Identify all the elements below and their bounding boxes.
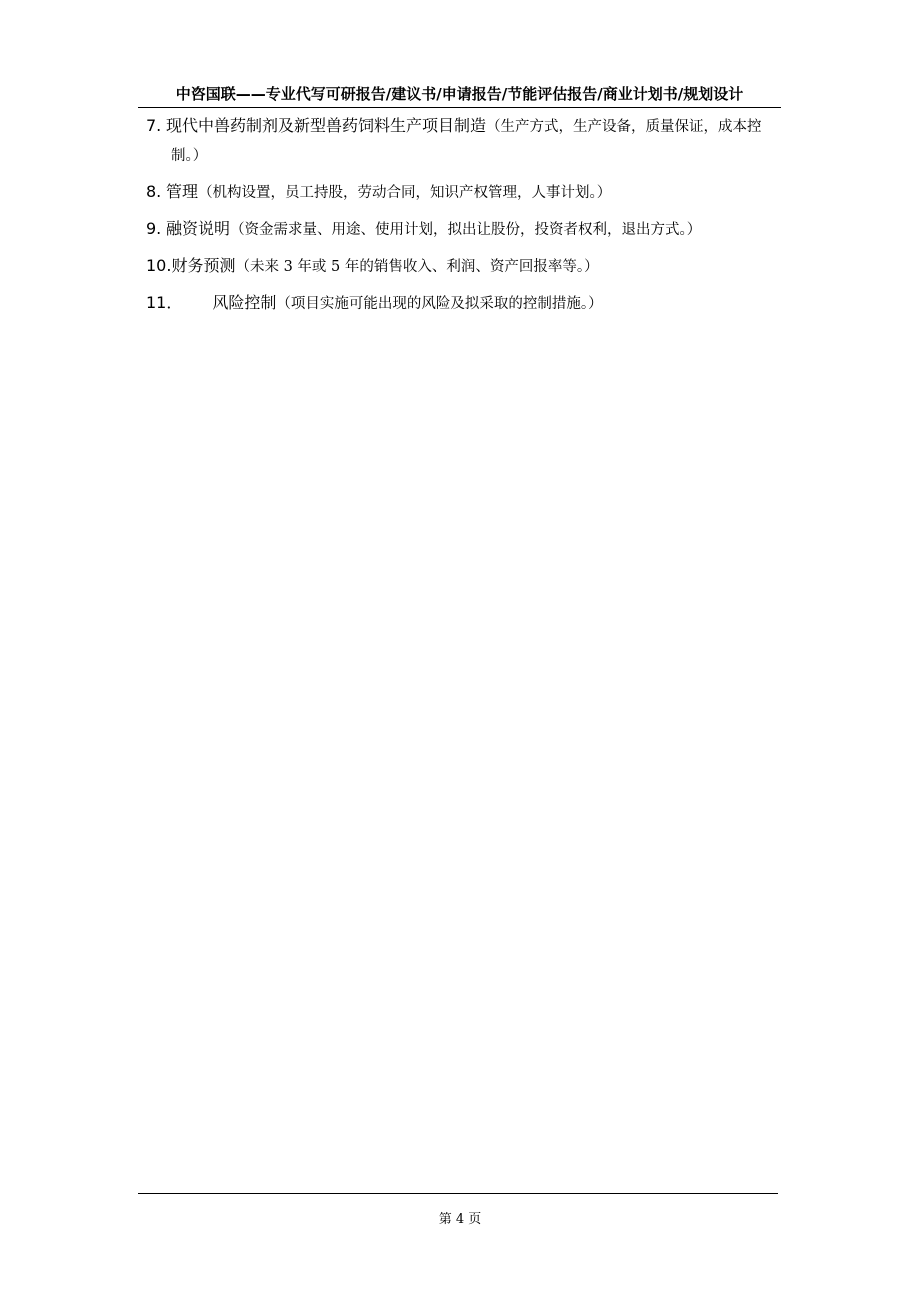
footer-divider: [138, 1193, 778, 1194]
list-item-11: [146, 289, 776, 318]
item-number: 8.: [146, 182, 162, 201]
list-item-7: [146, 112, 776, 170]
item-description: （项目实施可能出现的风险及拟采取的控制措施。）: [276, 296, 603, 312]
list-item-9: [146, 215, 776, 244]
item-number: 9.: [146, 219, 162, 238]
document-body: [146, 112, 776, 326]
page-header: 中咨国联——专业代写可研报告/建议书/申请报告/节能评估报告/商业计划书/规划设计: [138, 83, 781, 108]
item-number: 7.: [146, 116, 162, 135]
page-number: 第 4 页: [438, 1212, 482, 1227]
item-heading: 现代中兽药制剂及新型兽药饲料生产项目制造: [166, 116, 487, 135]
item-number: 10.: [146, 256, 172, 275]
list-item-8: [146, 178, 776, 207]
item-heading: 融资说明: [166, 219, 231, 238]
item-description: （未来 3 年或 5 年的销售收入、利润、资产回报率等。）: [235, 259, 599, 275]
item-description: （资金需求量、用途、使用计划，拟出让股份，投资者权利，退出方式。）: [230, 222, 702, 238]
item-description: （机构设置，员工持股，劳动合同，知识产权管理，人事计划。）: [198, 185, 612, 201]
item-heading: 管理: [166, 182, 199, 201]
item-number: 11．: [146, 293, 183, 312]
item-description: （生产方式，生产设备，质量保证，成本控制。）: [171, 119, 762, 164]
item-heading: 风险控制: [212, 293, 277, 312]
item-heading: 财务预测: [171, 256, 236, 275]
list-item-10: [146, 252, 776, 281]
